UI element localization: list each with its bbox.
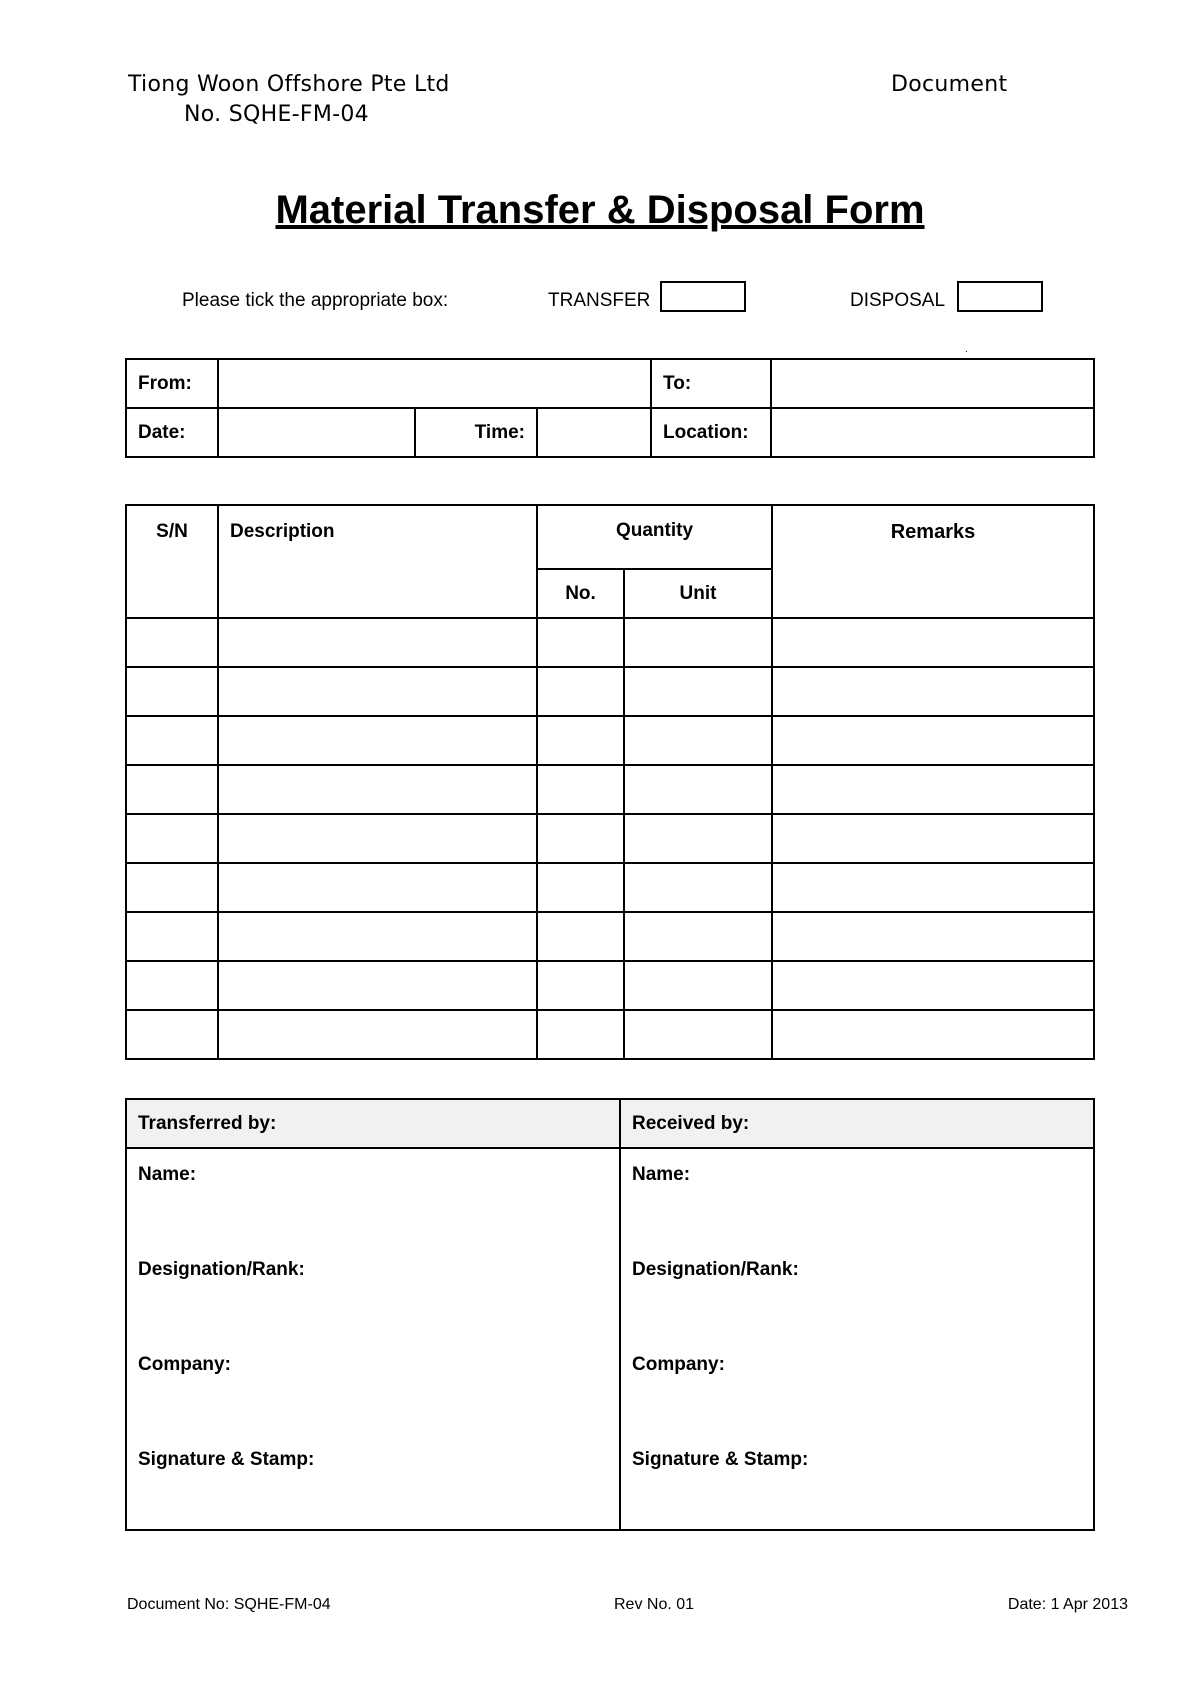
description-cell[interactable] bbox=[218, 765, 537, 814]
table-row bbox=[126, 961, 1094, 1010]
transferred-signature-label: Signature & Stamp: bbox=[138, 1449, 315, 1470]
no-cell[interactable] bbox=[537, 863, 624, 912]
company-name: Tiong Woon Offshore Pte Ltd bbox=[128, 72, 450, 97]
footer-date: Date: 1 Apr 2013 bbox=[1007, 1596, 1128, 1613]
description-cell[interactable] bbox=[218, 618, 537, 667]
from-to-row bbox=[126, 359, 1094, 408]
footer-document-no: Document No: SQHE-FM-04 bbox=[127, 1596, 331, 1613]
unit-cell[interactable] bbox=[624, 716, 772, 765]
no-cell[interactable] bbox=[537, 667, 624, 716]
transferred-company-label: Company: bbox=[138, 1354, 231, 1375]
remarks-header: Remarks bbox=[772, 505, 1094, 618]
transfer-label: TRANSFER bbox=[548, 290, 651, 311]
remarks-cell[interactable] bbox=[772, 814, 1094, 863]
disposal-checkbox[interactable] bbox=[957, 281, 1043, 312]
table-row bbox=[126, 716, 1094, 765]
from-field[interactable] bbox=[218, 359, 651, 408]
received-by-section[interactable] bbox=[620, 1148, 1094, 1530]
no-cell[interactable] bbox=[537, 912, 624, 961]
unit-header: Unit bbox=[624, 569, 772, 618]
unit-cell[interactable] bbox=[624, 1010, 772, 1059]
tick-selection-row bbox=[0, 280, 1200, 320]
no-cell[interactable] bbox=[537, 1010, 624, 1059]
signature-body-row bbox=[126, 1148, 1094, 1530]
received-company-label: Company: bbox=[632, 1354, 725, 1375]
received-signature-label: Signature & Stamp: bbox=[632, 1449, 809, 1470]
transfer-checkbox[interactable] bbox=[660, 281, 746, 312]
table-row bbox=[126, 1010, 1094, 1059]
items-table bbox=[125, 504, 1095, 1060]
no-header: No. bbox=[537, 569, 624, 618]
disposal-label: DISPOSAL bbox=[850, 290, 946, 311]
from-label: From: bbox=[126, 359, 218, 408]
remarks-cell[interactable] bbox=[772, 765, 1094, 814]
date-field[interactable] bbox=[218, 408, 415, 457]
document-word: Document bbox=[891, 72, 1008, 97]
sn-cell[interactable] bbox=[126, 814, 218, 863]
form-title: Material Transfer & Disposal Form bbox=[275, 188, 925, 232]
remarks-cell[interactable] bbox=[772, 667, 1094, 716]
table-row bbox=[126, 814, 1094, 863]
unit-cell[interactable] bbox=[624, 667, 772, 716]
date-time-location-row bbox=[126, 408, 1094, 457]
date-label: Date: bbox=[126, 408, 218, 457]
description-cell[interactable] bbox=[218, 814, 537, 863]
to-label: To: bbox=[651, 359, 771, 408]
table-row bbox=[126, 863, 1094, 912]
items-header-row bbox=[126, 505, 1094, 569]
location-label: Location: bbox=[651, 408, 771, 457]
sn-cell[interactable] bbox=[126, 912, 218, 961]
table-row bbox=[126, 912, 1094, 961]
remarks-cell[interactable] bbox=[772, 1010, 1094, 1059]
description-cell[interactable] bbox=[218, 667, 537, 716]
sn-cell[interactable] bbox=[126, 667, 218, 716]
sn-cell[interactable] bbox=[126, 1010, 218, 1059]
time-label: Time: bbox=[415, 408, 537, 457]
unit-cell[interactable] bbox=[624, 765, 772, 814]
transferred-by-section[interactable] bbox=[126, 1148, 620, 1530]
sn-header: S/N bbox=[126, 505, 218, 618]
unit-cell[interactable] bbox=[624, 912, 772, 961]
no-cell[interactable] bbox=[537, 618, 624, 667]
quantity-header: Quantity bbox=[537, 505, 772, 569]
transferred-name-label: Name: bbox=[138, 1164, 197, 1185]
received-designation-label: Designation/Rank: bbox=[632, 1259, 799, 1280]
received-name-label: Name: bbox=[632, 1164, 691, 1185]
sn-cell[interactable] bbox=[126, 618, 218, 667]
description-cell[interactable] bbox=[218, 1010, 537, 1059]
sn-cell[interactable] bbox=[126, 765, 218, 814]
table-row bbox=[126, 765, 1094, 814]
unit-cell[interactable] bbox=[624, 961, 772, 1010]
description-header: Description bbox=[218, 505, 537, 618]
sn-cell[interactable] bbox=[126, 961, 218, 1010]
table-row bbox=[126, 667, 1094, 716]
sn-cell[interactable] bbox=[126, 716, 218, 765]
description-cell[interactable] bbox=[218, 863, 537, 912]
transferred-by-header: Transferred by: bbox=[126, 1099, 620, 1148]
footer-rev-no: Rev No. 01 bbox=[614, 1596, 695, 1613]
no-cell[interactable] bbox=[537, 716, 624, 765]
unit-cell[interactable] bbox=[624, 863, 772, 912]
signature-table bbox=[125, 1098, 1095, 1531]
unit-cell[interactable] bbox=[624, 814, 772, 863]
remarks-cell[interactable] bbox=[772, 912, 1094, 961]
received-by-header: Received by: bbox=[620, 1099, 1094, 1148]
remarks-cell[interactable] bbox=[772, 863, 1094, 912]
description-cell[interactable] bbox=[218, 716, 537, 765]
signature-header-row bbox=[126, 1099, 1094, 1148]
remarks-cell[interactable] bbox=[772, 716, 1094, 765]
stray-mark: . bbox=[965, 344, 968, 355]
remarks-cell[interactable] bbox=[772, 961, 1094, 1010]
location-field[interactable] bbox=[771, 408, 1094, 457]
table-row bbox=[126, 618, 1094, 667]
no-cell[interactable] bbox=[537, 814, 624, 863]
tick-prompt: Please tick the appropriate box: bbox=[182, 290, 449, 311]
document-number: No. SQHE-FM-04 bbox=[184, 102, 369, 127]
no-cell[interactable] bbox=[537, 961, 624, 1010]
no-cell[interactable] bbox=[537, 765, 624, 814]
transfer-info-table bbox=[125, 358, 1095, 458]
time-field[interactable] bbox=[537, 408, 651, 457]
sn-cell[interactable] bbox=[126, 863, 218, 912]
description-cell[interactable] bbox=[218, 912, 537, 961]
description-cell[interactable] bbox=[218, 961, 537, 1010]
remarks-cell[interactable] bbox=[772, 618, 1094, 667]
transferred-designation-label: Designation/Rank: bbox=[138, 1259, 305, 1280]
to-field[interactable] bbox=[771, 359, 1094, 408]
unit-cell[interactable] bbox=[624, 618, 772, 667]
